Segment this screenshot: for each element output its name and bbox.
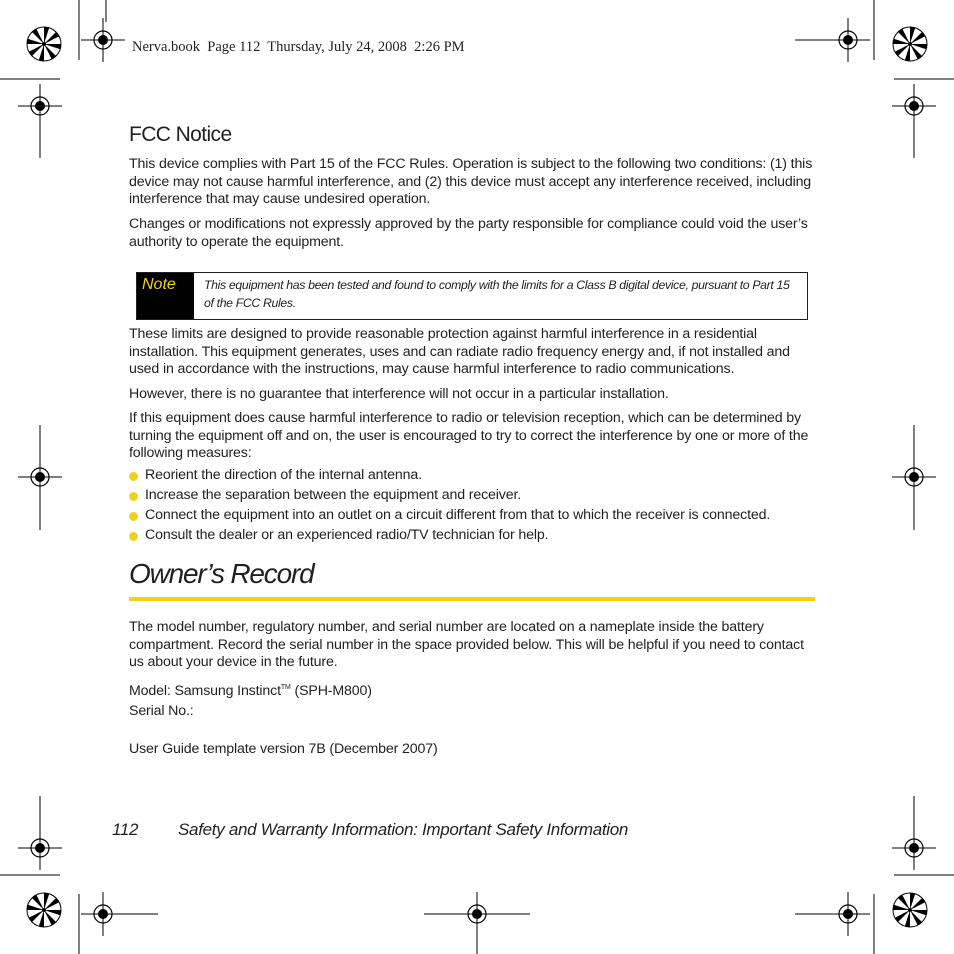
list-item-text: Connect the equipment into an outlet on a circuit different from that to which the receiver is connected. — [145, 507, 771, 523]
bullet-icon — [129, 532, 138, 541]
fcc-paragraph-1: This device complies with Part 15 of the FCC Rules. Operation is subject to the following two conditions: (1) this device may not cause harmful interference, and (2) this device must accept any interference received, including interference that may cause undesired operation. — [129, 156, 813, 207]
footer-section-title: Safety and Warranty Information: Important Safety Information — [178, 820, 629, 839]
fcc-paragraph-4: However, there is no guarantee that interference will not occur in a particular installation. — [129, 386, 669, 402]
note-box — [136, 272, 808, 320]
trademark-mark: TM — [280, 684, 291, 691]
list-item-text: Reorient the direction of the internal antenna. — [145, 467, 422, 483]
serial-line: Serial No.: — [129, 703, 194, 719]
fcc-paragraph-5: If this equipment does cause harmful interference to radio or television reception, which can be determined by turning the equipment off and on, the user is encouraged to try to correct the interference by one or more of the following measures: — [129, 410, 809, 461]
page-number: 112 — [112, 820, 139, 839]
model-line — [129, 679, 817, 701]
list-item — [129, 487, 819, 507]
heading-rule — [129, 597, 815, 601]
measures-list — [129, 467, 819, 547]
fcc-paragraph-2: Changes or modifications not expressly approved by the party responsible for compliance could void the user’s authority to operate the equipment. — [129, 216, 808, 250]
note-label-box — [137, 273, 194, 319]
list-item-text: Consult the dealer or an experienced radio/TV technician for help. — [145, 527, 549, 543]
bullet-icon — [129, 492, 138, 501]
bullet-icon — [129, 512, 138, 521]
print-header: Nerva.book Page 112 Thursday, July 24, 2008 2:26 PM — [132, 39, 465, 55]
owners-record-heading: Owner’s Record — [129, 558, 314, 589]
list-item — [129, 507, 819, 527]
model-suffix: (SPH-M800) — [290, 683, 372, 699]
list-item — [129, 467, 819, 487]
note-label: Note — [142, 276, 176, 293]
owners-record-paragraph: The model number, regulatory number, and serial number are located on a nameplate inside the battery compartment. Record the serial number in the space provided below. This will be helpful if you need to contact us about your device in the future. — [129, 619, 804, 670]
template-version: User Guide template version 7B (December 2007) — [129, 741, 438, 757]
fcc-notice-heading: FCC Notice — [129, 123, 232, 146]
note-text: This equipment has been tested and found to comply with the limits for a Class B digital device, pursuant to Part 15 of the FCC Rules. — [204, 278, 790, 310]
list-item-text: Increase the separation between the equipment and receiver. — [145, 487, 522, 503]
list-item — [129, 527, 819, 547]
bullet-icon — [129, 472, 138, 481]
model-prefix: Model: Samsung Instinct — [129, 683, 281, 699]
fcc-paragraph-3: These limits are designed to provide reasonable protection against harmful interference in a residential installation. This equipment generates, uses and can radiate radio frequency energy and, if not installed and used in accordance with the instructions, may cause harmful interference to radio communications. — [129, 326, 790, 377]
